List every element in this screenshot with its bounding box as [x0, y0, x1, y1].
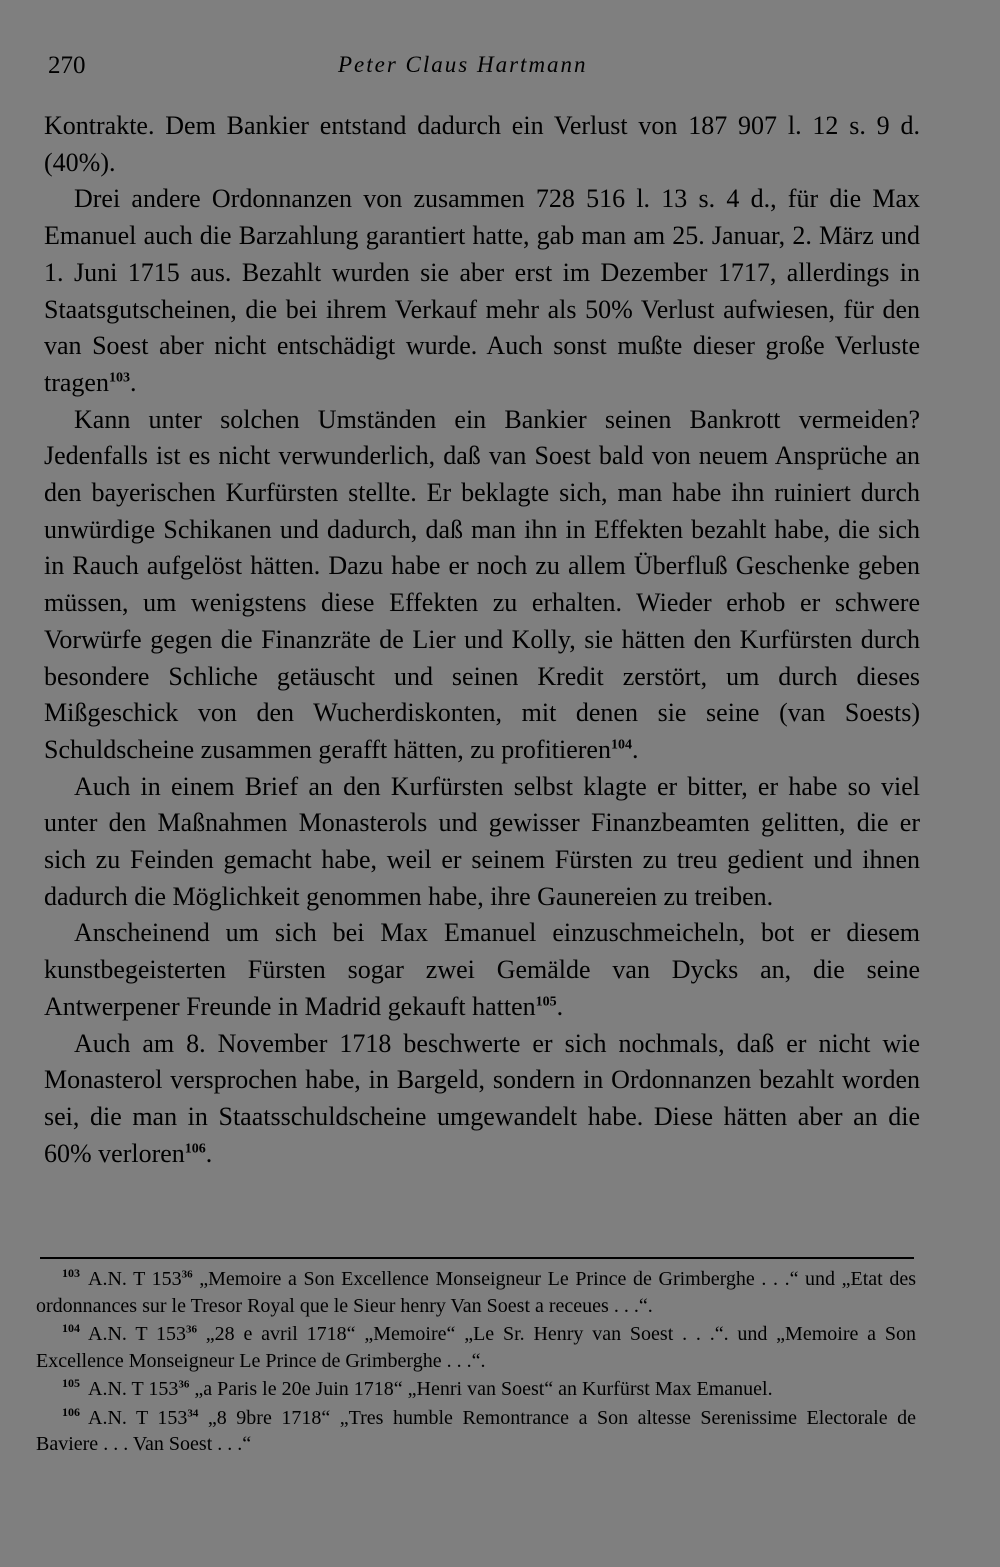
- footnote-text: „a Paris le 20e Juin 1718“ „Henri van Soest“ an Kurfürst Max Emanuel.: [189, 1378, 773, 1400]
- footnote-text: „Memoire a Son Excellence Monseigneur Le Prince de Grimberghe . . .“ und „Etat des ordonnances sur le Tresor Royal que le Sieur henry Van Soest a receues . . .“.: [36, 1268, 916, 1317]
- body-text: [44, 108, 920, 1172]
- footnote-source: A.N. T 153: [88, 1323, 186, 1345]
- page-number: 270: [48, 52, 86, 79]
- footnote-source: A.N. T 153: [88, 1268, 182, 1290]
- footnote: [36, 1376, 916, 1403]
- footnotes: [36, 1266, 916, 1460]
- footnote-text: „8 9bre 1718“ „Tres humble Remontrance a Son altesse Serenissime Electorale de Baviere . . . Van Soest . . .“: [36, 1406, 916, 1455]
- paragraph-tail: .: [631, 734, 639, 764]
- footnote-number: 105: [62, 1376, 80, 1391]
- paragraph-tail: .: [129, 367, 137, 397]
- paragraph-tail: .: [205, 1138, 213, 1168]
- paragraph-text: Drei andere Ordonnanzen von zusammen 728 516 l. 13 s. 4 d., für die Max Emanuel auch die Barzahlung garantiert hatte, gab man am 25. Januar, 2. März und 1. Juni 1715 aus. Bezahlt wurden sie aber erst im Dezember 1717, allerdings in Staatsgutscheinen, die bei ihrem Verkauf mehr als 50% Verlust aufwiesen, für den van Soest aber nicht entschädigt wurde. Auch sonst mußte dieser große Verluste tragen: [44, 184, 920, 397]
- footnote-text: „28 e avril 1718“ „Memoire“ „Le Sr. Henry van Soest . . .“. und „Memoire a Son Excellence Monseigneur Le Prince de Grimberghe . . .“.: [36, 1323, 916, 1372]
- footnote-ref: 105: [535, 994, 557, 1010]
- footnote-ref: 106: [184, 1141, 206, 1157]
- footnote-source: A.N. T 153: [88, 1406, 188, 1429]
- paragraph: [44, 181, 920, 401]
- paragraph: [44, 108, 920, 181]
- footnote: [36, 1405, 916, 1458]
- paragraph: [44, 915, 920, 1025]
- paragraph-tail: .: [556, 991, 564, 1021]
- footnote-ref: 103: [108, 370, 130, 386]
- footnote-source-sup: 34: [187, 1406, 199, 1419]
- footnote-divider: [40, 1257, 914, 1259]
- footnote-number: 104: [62, 1321, 80, 1336]
- footnote-source: A.N. T 153: [88, 1378, 179, 1400]
- footnote-number: 106: [62, 1404, 80, 1419]
- paragraph-text: Auch in einem Brief an den Kurfürsten selbst klagte er bitter, er habe so viel unter den Maßnahmen Monasterols und gewisser Finanzbeamten gelitten, die er sich zu Feinden gemacht habe, weil er seinem Fürsten zu treu gedient und ihnen dadurch die Möglichkeit genommen habe, ihre Gaunereien zu treiben.: [44, 771, 920, 911]
- running-head: Peter Claus Hartmann: [338, 52, 588, 77]
- paragraph: [44, 1026, 920, 1173]
- footnote-source-sup: 36: [181, 1268, 193, 1281]
- footnote-ref: 104: [610, 737, 632, 753]
- footnote-source-sup: 36: [178, 1378, 190, 1391]
- footnote-source-sup: 36: [186, 1323, 197, 1336]
- footnote: [36, 1266, 916, 1319]
- footnote: [36, 1321, 916, 1374]
- paragraph-text: Anscheinend um sich bei Max Emanuel einzuschmeicheln, bot er diesem kunstbegeisterten Fürsten sogar zwei Gemälde van Dycks an, die seine Antwerpener Freunde in Madrid gekauft hatten: [44, 918, 920, 1021]
- paragraph-text: Kann unter solchen Umständen ein Bankier seinen Bankrott vermeiden? Jedenfalls ist es nicht verwunderlich, daß van Soest bald von neuem Ansprüche an den bayerischen Kurfürsten stellte. Er beklagte sich, man habe ihn ruiniert durch unwürdige Schikanen und dadurch, daß man ihn in Effekten bezahlt habe, die sich in Rauch aufgelöst hätten. Dazu habe er noch zu allem Überfluß Geschenke geben müssen, um wenigstens diese Effekten zu erhalten. Wieder erhob er schwere Vorwürfe gegen die Finanzräte de Lier und Kolly, sie hätten den Kurfürsten durch besondere Schliche getäuscht und seinen Kredit zerstört, um durch dieses Mißgeschick von den Wucherdiskonten, mit denen sie seine (van Soests) Schuldscheine zusammen gerafft hätten, zu profitieren: [44, 404, 920, 764]
- paragraph-text: Kontrakte. Dem Bankier entstand dadurch ein Verlust von 187 907 l. 12 s. 9 d. (40%).: [44, 111, 920, 177]
- footnote-number: 103: [62, 1266, 80, 1281]
- paragraph-text: Auch am 8. November 1718 beschwerte er sich nochmals, daß er nicht wie Monasterol versprochen habe, in Bargeld, sondern in Ordonnanzen bezahlt worden sei, die man in Staatsschuldscheine umgewandelt habe. Diese hätten aber an die 60% verloren: [44, 1028, 920, 1168]
- paragraph: [44, 402, 920, 769]
- paragraph: [44, 769, 920, 916]
